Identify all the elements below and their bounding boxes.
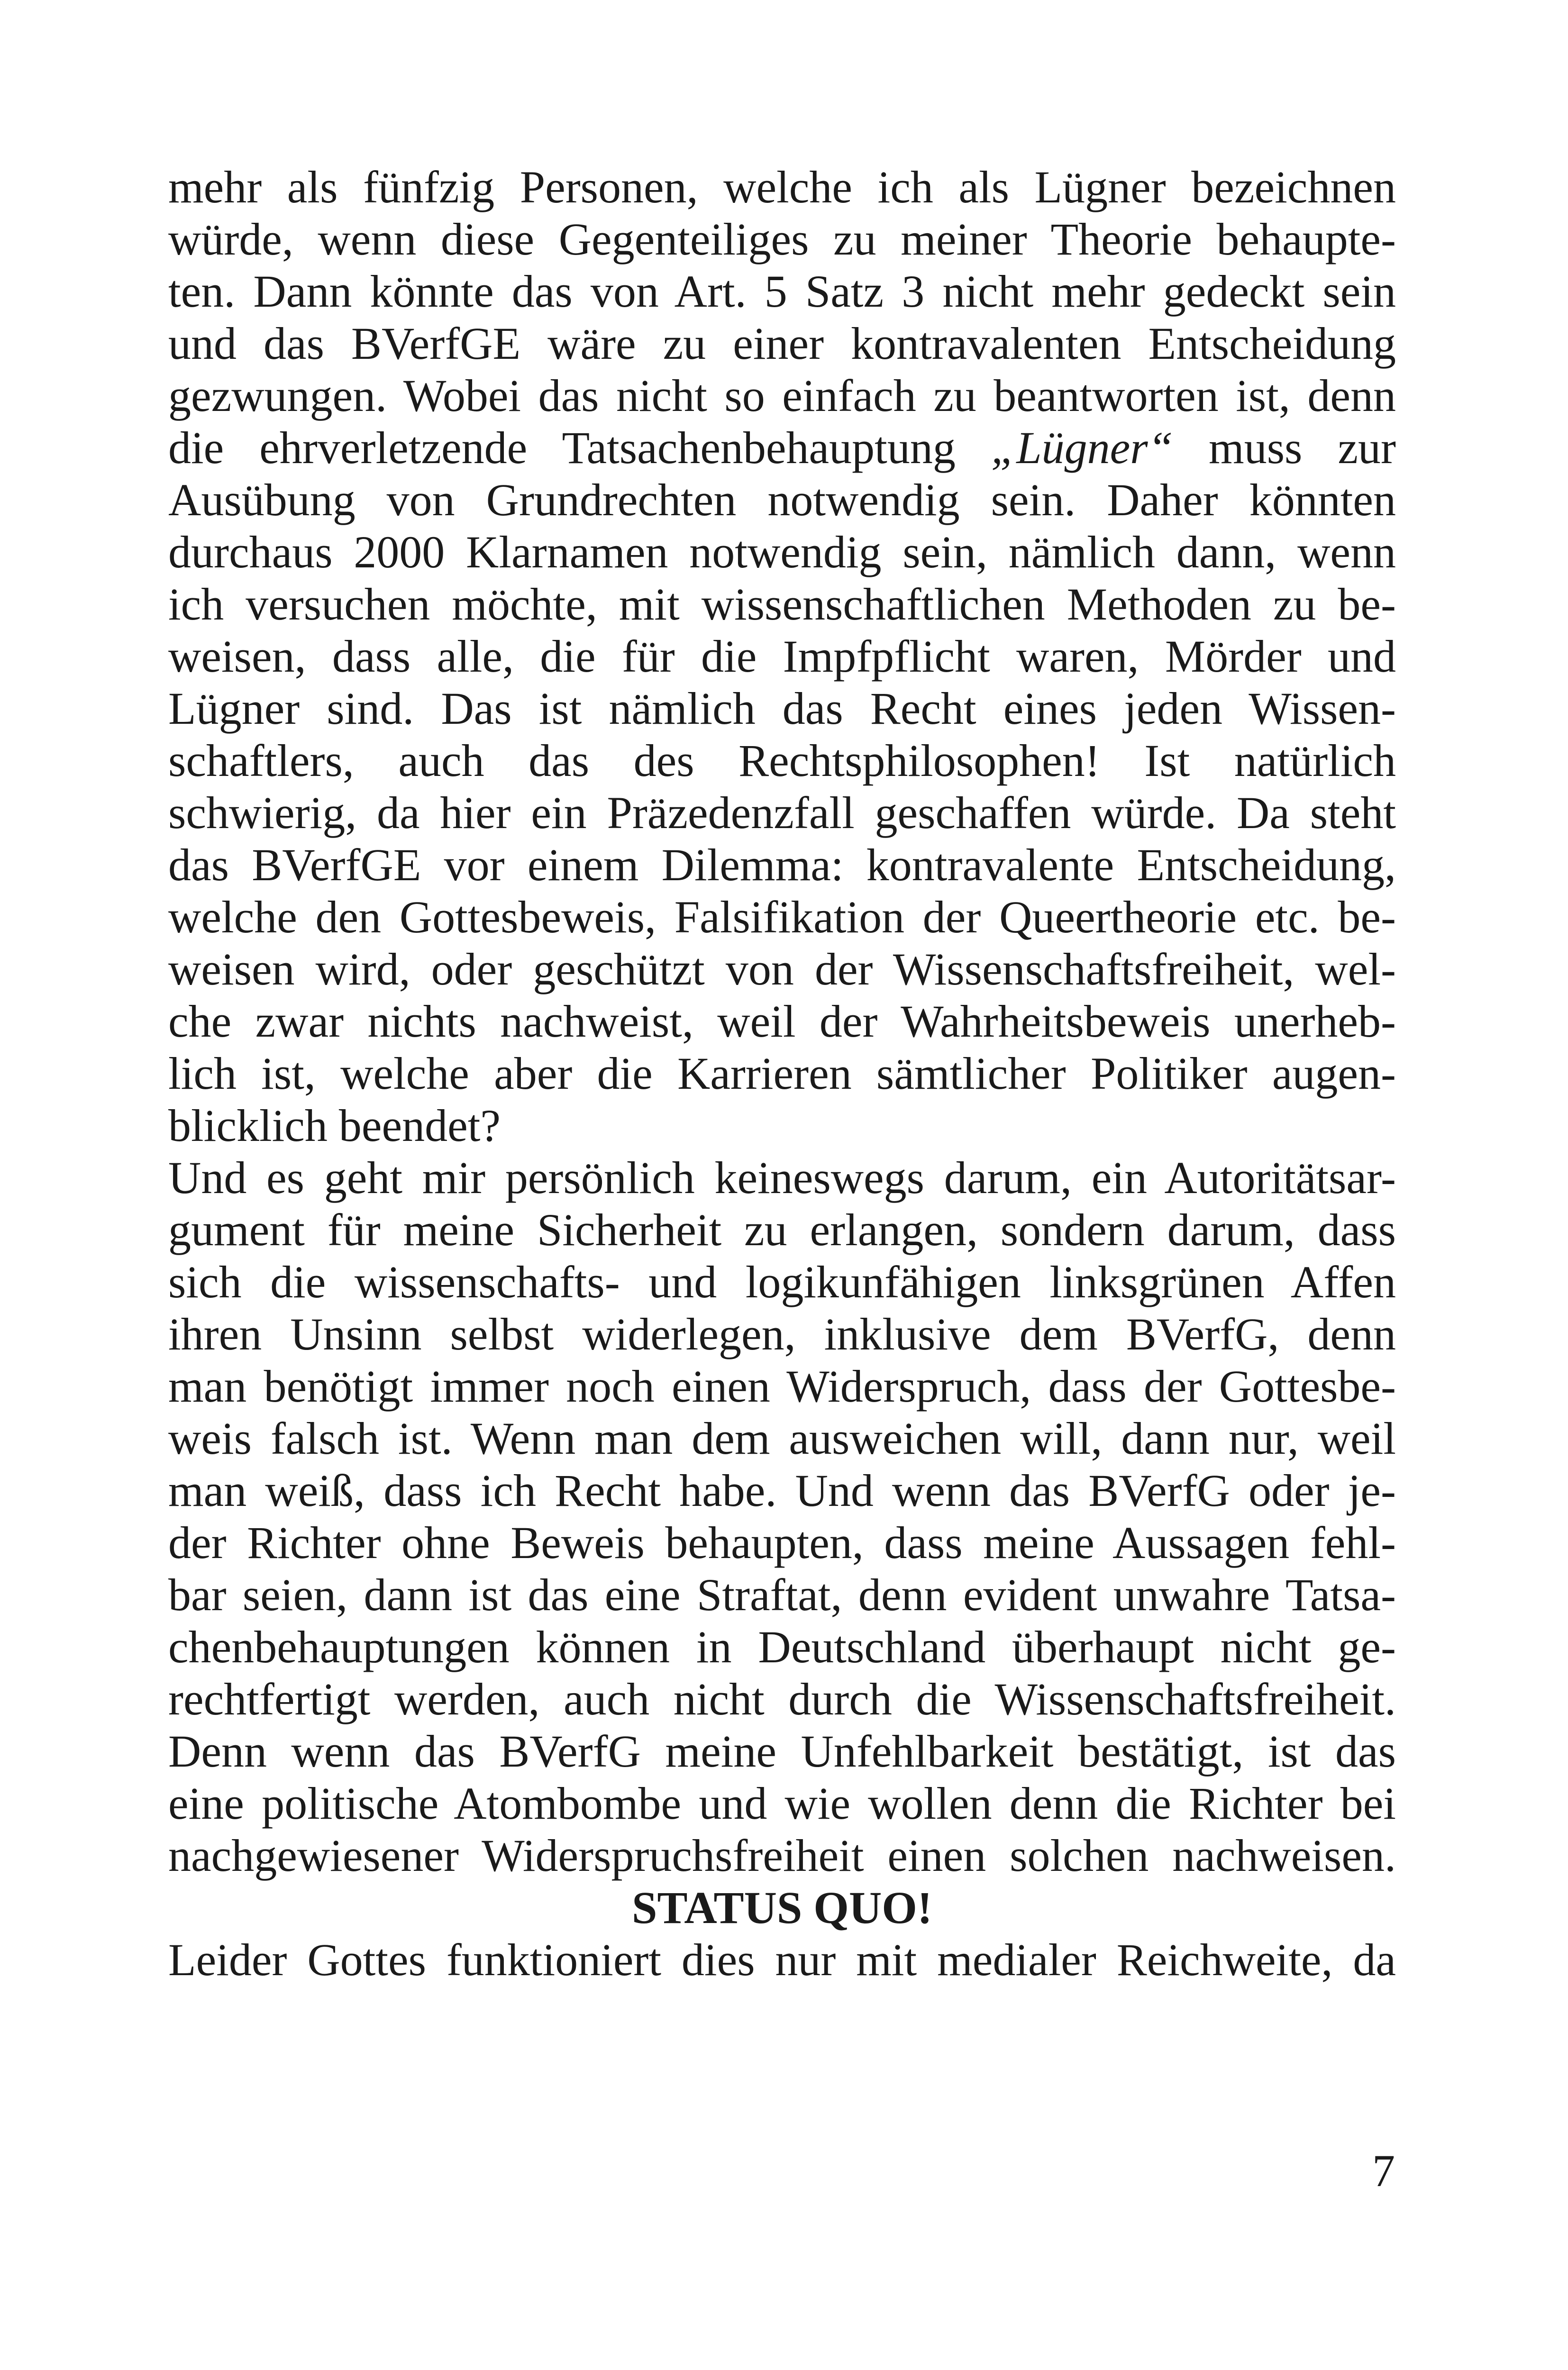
text-line: weisen, dass alle, die für die Impfpflicht waren, Mörder und xyxy=(168,631,1396,682)
text-line: ten. Dann könnte das von Art. 5 Satz 3 nicht mehr gedeckt sein xyxy=(168,266,1396,317)
text-line: lich ist, welche aber die Karrieren sämtlicher Politiker augen- xyxy=(168,1048,1396,1099)
text-line: der Richter ohne Beweis behaupten, dass meine Aussagen fehl- xyxy=(168,1517,1396,1568)
text-line: Ausübung von Grundrechten notwendig sein. Daher könnten xyxy=(168,474,1396,525)
text-line: chenbehauptungen können in Deutschland überhaupt nicht ge- xyxy=(168,1622,1396,1672)
text-line: und das BVerfGE wäre zu einer kontravalenten Entscheidung xyxy=(168,318,1396,369)
text-line: bar seien, dann ist das eine Straftat, denn evident unwahre Tatsa- xyxy=(168,1569,1396,1620)
text-line: man benötigt immer noch einen Widerspruch, dass der Gottesbe- xyxy=(168,1361,1396,1412)
text-line: Und es geht mir persönlich keineswegs darum, ein Autoritätsar- xyxy=(168,1152,1396,1203)
text-line: gezwungen. Wobei das nicht so einfach zu beantworten ist, denn xyxy=(168,370,1396,421)
text-line: durchaus 2000 Klarnamen notwendig sein, nämlich dann, wenn xyxy=(168,527,1396,577)
text-segment: muss zur xyxy=(1173,422,1396,473)
text-line: weis falsch ist. Wenn man dem ausweichen will, dann nur, weil xyxy=(168,1413,1396,1464)
text-line: blicklich beendet? xyxy=(168,1100,501,1151)
text-line: ich versuchen möchte, mit wissenschaftlichen Methoden zu be- xyxy=(168,579,1396,629)
text-line: mehr als fünfzig Personen, welche ich als Lügner bezeichnen xyxy=(168,162,1396,212)
text-line: che zwar nichts nachweist, weil der Wahrheitsbeweis unerheb- xyxy=(168,996,1396,1047)
text-segment: die ehrverletzende Tatsachenbehauptung xyxy=(168,422,991,473)
text-line: nachgewiesener Widerspruchsfreiheit einen solchen nachweisen. xyxy=(168,1830,1396,1881)
page-number: 7 xyxy=(1372,2145,1395,2196)
italic-quote: „Lügner“ xyxy=(991,422,1173,473)
body-text xyxy=(168,161,1396,1986)
text-line xyxy=(168,422,1396,474)
text-line: eine politische Atombombe und wie wollen denn die Richter bei xyxy=(168,1778,1396,1829)
text-line: Denn wenn das BVerfG meine Unfehlbarkeit bestätigt, ist das xyxy=(168,1726,1396,1777)
text-line: man weiß, dass ich Recht habe. Und wenn das BVerfG oder je- xyxy=(168,1465,1396,1516)
text-line: würde, wenn diese Gegenteiliges zu meiner Theorie behaupte- xyxy=(168,214,1396,264)
section-heading: STATUS QUO! xyxy=(632,1882,932,1933)
text-line: schaftlers, auch das des Rechtsphilosophen! Ist natürlich xyxy=(168,735,1396,786)
text-line: das BVerfGE vor einem Dilemma: kontravalente Entscheidung, xyxy=(168,839,1396,890)
text-line: welche den Gottesbeweis, Falsifikation der Queertheorie etc. be- xyxy=(168,892,1396,942)
text-line: ihren Unsinn selbst widerlegen, inklusive dem BVerfG, denn xyxy=(168,1309,1396,1359)
text-line: Lügner sind. Das ist nämlich das Recht eines jeden Wissen- xyxy=(168,683,1396,734)
text-line: Leider Gottes funktioniert dies nur mit medialer Reichweite, da xyxy=(168,1934,1396,1985)
text-line: schwierig, da hier ein Präzedenzfall geschaffen würde. Da steht xyxy=(168,787,1396,838)
text-line: rechtfertigt werden, auch nicht durch die Wissenschaftsfreiheit. xyxy=(168,1674,1396,1724)
text-line: sich die wissenschafts- und logikunfähigen linksgrünen Affen xyxy=(168,1257,1396,1307)
text-line: weisen wird, oder geschützt von der Wissenschaftsfreiheit, wel- xyxy=(168,944,1396,994)
text-line: gument für meine Sicherheit zu erlangen, sondern darum, dass xyxy=(168,1204,1396,1255)
